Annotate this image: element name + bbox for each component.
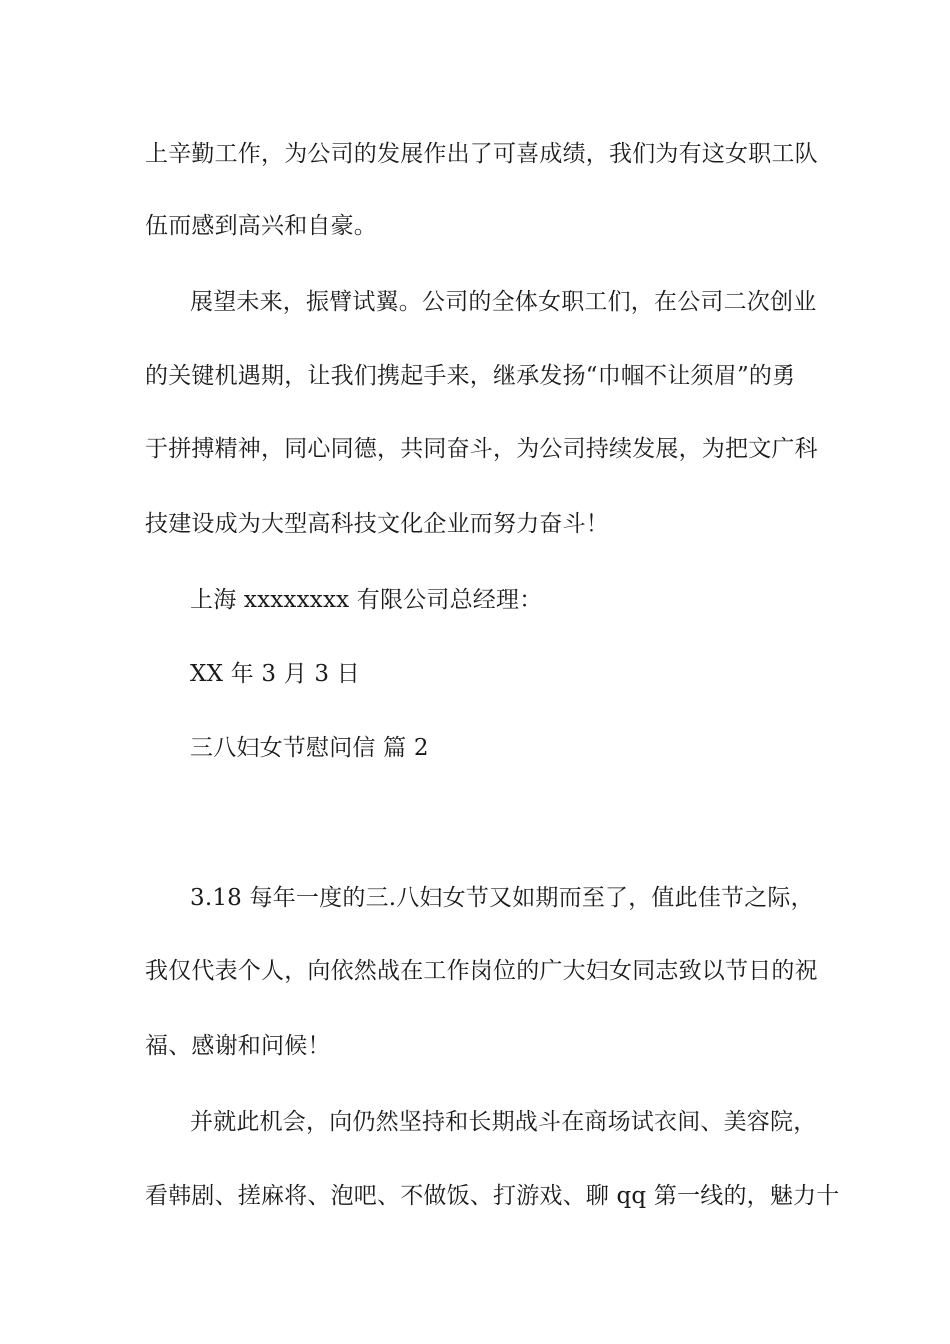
company-signature: 上海 xxxxxxxx 有限公司总经理： xyxy=(190,587,543,613)
signature-date: XX 年 3 月 3 日 xyxy=(190,661,360,687)
paragraph-line: 上辛勤工作，为公司的发展作出了可喜成绩，我们为有这女职工队 xyxy=(145,141,818,167)
paragraph-line: 技建设成为大型高科技文化企业而努力奋斗！ xyxy=(145,511,609,537)
paragraph-line: 于拼搏精神，同心同德，共同奋斗，为公司持续发展，为把文广科 xyxy=(145,436,818,462)
paragraph-line: 的关键机遇期，让我们携起手来，继承发扬“巾帼不让须眉”的勇 xyxy=(145,363,796,389)
paragraph-line: 看韩剧、搓麻将、泡吧、不做饭、打游戏、聊 qq 第一线的，魅力十 xyxy=(145,1183,840,1209)
paragraph-line: 福、感谢和问候！ xyxy=(145,1033,331,1059)
paragraph-line: 伍而感到高兴和自豪。 xyxy=(145,213,377,239)
paragraph-line: 3.18 每年一度的三.八妇女节又如期而至了，值此佳节之际， xyxy=(190,885,814,911)
section-heading: 三八妇女节慰问信 篇 2 xyxy=(190,735,429,761)
paragraph-line: 我仅代表个人，向依然战在工作岗位的广大妇女同志致以节日的祝 xyxy=(145,958,818,984)
paragraph-line: 展望未来，振臂试翼。公司的全体女职工们，在公司二次创业 xyxy=(190,289,817,315)
paragraph-line: 并就此机会，向仍然坚持和长期战斗在商场试衣间、美容院， xyxy=(190,1109,817,1135)
